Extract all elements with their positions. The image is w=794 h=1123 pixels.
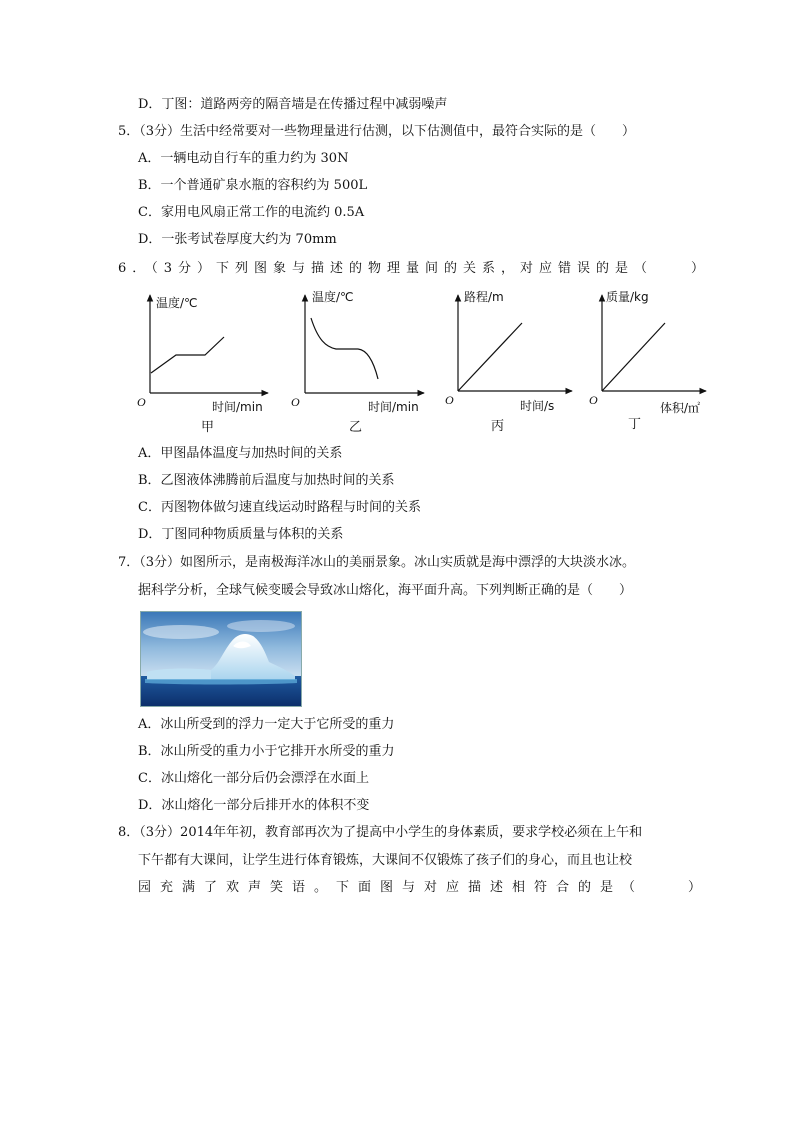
q8-stem-line1: 8．（3分）2014年年初，教育部再次为了提高中小学生的身体素质，要求学校必须在上午和 bbox=[118, 825, 643, 840]
iceberg-photo bbox=[140, 611, 302, 707]
q5-option-a: A．一辆电动自行车的重力约为 30N bbox=[138, 151, 349, 166]
q5-stem: 5．（3分）生活中经常要对一些物理量进行估测，以下估测值中，最符合实际的是（ ） bbox=[118, 124, 636, 139]
q5-option-d: D．一张考试卷厚度大约为 70mm bbox=[138, 232, 337, 247]
graph-yi-curve bbox=[311, 318, 378, 379]
q6-stem: 6．（3分）下列图象与描述的物理量间的关系，对应错误的是（ ） bbox=[118, 261, 711, 276]
graph-jia bbox=[137, 295, 268, 435]
graph-ding-curve bbox=[602, 323, 665, 391]
q4-option-d: D．丁图：道路两旁的隔音墙是在传播过程中减弱噪声 bbox=[138, 97, 448, 112]
q7-stem-line2: 据科学分析，全球气候变暖会导致冰山熔化，海平面升高。下列判断正确的是（ ） bbox=[138, 583, 633, 598]
graph-bing-curve bbox=[458, 323, 522, 391]
q6-graphs bbox=[0, 285, 794, 435]
graph-ding-caption: 丁 bbox=[628, 417, 642, 432]
graph-yi bbox=[291, 289, 424, 435]
graph-ding-ylabel: 质量/kg bbox=[606, 290, 649, 304]
graph-ding-origin: O bbox=[589, 393, 598, 407]
q7-option-c: C．冰山熔化一部分后仍会漂浮在水面上 bbox=[138, 771, 369, 786]
q7-stem-line1: 7．（3分）如图所示，是南极海洋冰山的美丽景象。冰山实质就是海中漂浮的大块淡水冰。 bbox=[118, 555, 636, 570]
graph-jia-ylabel: 温度/℃ bbox=[156, 296, 198, 310]
graph-jia-curve bbox=[151, 337, 224, 373]
q6-option-a: A．甲图晶体温度与加热时间的关系 bbox=[138, 446, 343, 461]
q7-option-b: B．冰山所受的重力小于它排开水所受的重力 bbox=[138, 744, 395, 759]
graph-ding bbox=[589, 289, 706, 432]
graph-bing-origin: O bbox=[445, 393, 454, 407]
q7-option-a: A．冰山所受到的浮力一定大于它所受的重力 bbox=[138, 717, 395, 732]
q8-stem-line2: 下午都有大课间，让学生进行体育锻炼，大课间不仅锻炼了孩子们的身心，而且也让校 bbox=[138, 853, 633, 868]
graph-yi-xlabel: 时间/min bbox=[368, 400, 419, 414]
q7-option-d: D．冰山熔化一部分后排开水的体积不变 bbox=[138, 798, 370, 813]
graph-bing-xlabel: 时间/s bbox=[520, 399, 555, 413]
graph-yi-ylabel: 温度/℃ bbox=[312, 290, 354, 304]
graph-bing-ylabel: 路程/m bbox=[464, 290, 504, 304]
q5-option-b: B．一个普通矿泉水瓶的容积约为 500L bbox=[138, 178, 368, 193]
q6-option-d: D．丁图同种物质质量与体积的关系 bbox=[138, 527, 344, 542]
graph-bing bbox=[445, 290, 572, 434]
graph-yi-caption: 乙 bbox=[349, 420, 363, 435]
q6-option-b: B．乙图液体沸腾前后温度与加热时间的关系 bbox=[138, 473, 395, 488]
q8-stem-line3: 园充满了欢声笑语。下面图与对应描述相符合的是（ ） bbox=[138, 880, 711, 895]
q6-option-c: C．丙图物体做匀速直线运动时路程与时间的关系 bbox=[138, 500, 421, 515]
graph-ding-xlabel: 体积/㎡ bbox=[660, 401, 701, 415]
graph-jia-origin: O bbox=[137, 395, 146, 409]
graph-jia-xlabel: 时间/min bbox=[212, 400, 263, 414]
graph-jia-caption: 甲 bbox=[201, 420, 215, 435]
graph-bing-caption: 丙 bbox=[491, 419, 505, 434]
q5-option-c: C．家用电风扇正常工作的电流约 0.5A bbox=[138, 205, 365, 220]
graph-yi-origin: O bbox=[291, 395, 300, 409]
